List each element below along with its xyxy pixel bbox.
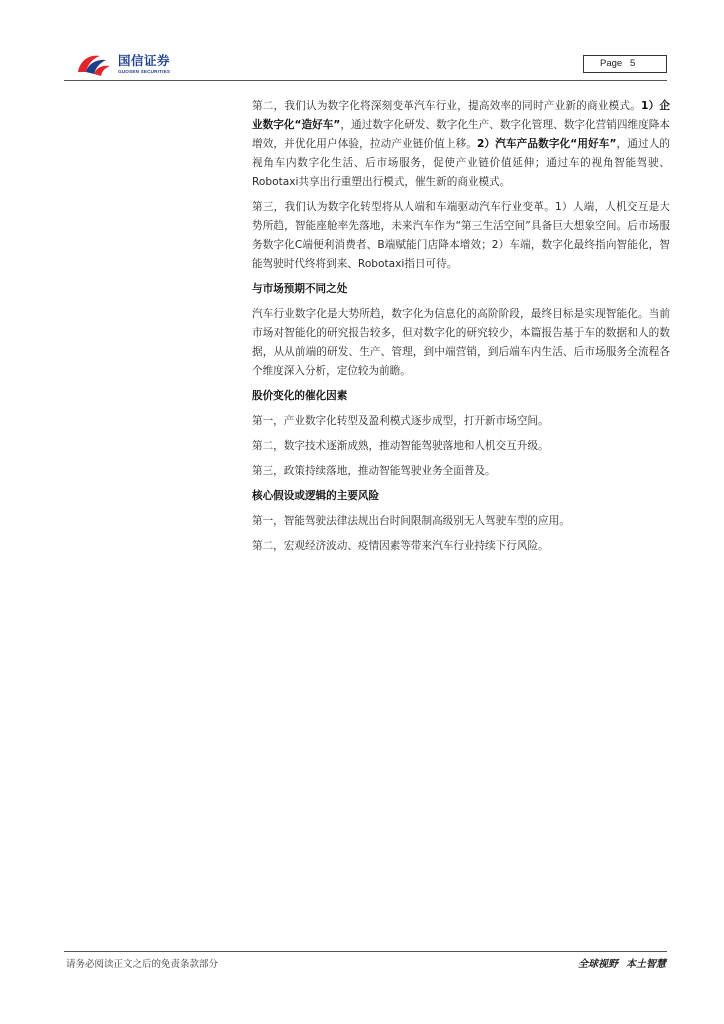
paragraph-market-differences: 汽车行业数字化是大势所趋，数字化为信息化的高阶阶段，最终目标是实现智能化。当前市场对智能化的研究报告较多，但对数字化的研究较少，本篇报告基于车的数据和人的数据，从从前端的研发、生产、管理，到中端营销，到后端车内生活、后市场服务全流程各个维度深入分析，定位较为前瞻。: [252, 308, 670, 377]
risk-item-2: 第二，宏观经济波动、疫情因素等带来汽车行业持续下行风险。: [252, 540, 549, 552]
paragraph-digital-business-models: 第二，我们认为数字化将深刻变革汽车行业，提高效率的同时产业新的商业模式。1）企业数字化“造好车”，通过数字化研发、数字化生产、数字化管理、数字化营销四维度降本增效，并优化用户体验，拉动产业链价值上移。2）汽车产品数字化“用好车”，通过人的视角车内数字化生活、后市场服务，促使产业链价值延伸；通过车的视角智能驾驶、Robotaxi共享出行重塑出行模式，催生新的商业模式。: [252, 100, 671, 188]
header-divider: [64, 80, 667, 81]
bold-enterprise-digitalization: 1）企业数字化“造好车”: [252, 100, 670, 131]
page-number: 5: [630, 58, 636, 69]
company-logo: [74, 48, 184, 82]
bold-product-digitalization: 2）汽车产品数字化“用好车”: [477, 138, 617, 150]
guosen-logo-icon: [74, 50, 114, 80]
catalyst-item-2: 第二，数字技术逐渐成熟，推动智能驾驶落地和人机交互升级。: [252, 440, 549, 452]
catalyst-item-3: 第三，政策持续落地，推动智能驾驶业务全面普及。: [252, 465, 496, 477]
footer-divider: [64, 951, 667, 952]
catalyst-item-1: 第一，产业数字化转型及盈利模式逐步成型，打开新市场空间。: [252, 415, 549, 427]
footer-disclaimer: 请务必阅读正文之后的免责条款部分: [66, 959, 219, 970]
logo-english-name: GUOSEN SECURITIES: [118, 69, 171, 75]
page-label: Page: [600, 58, 623, 69]
report-body: [252, 97, 670, 562]
slogan-global-vision: 全球视野: [578, 959, 618, 970]
page-indicator: [583, 55, 667, 73]
risk-item-1: 第一，智能驾驶法律法规出台时间限制高级别无人驾驶车型的应用。: [252, 515, 570, 527]
footer-slogan: [578, 955, 666, 970]
section-heading-market-differences: 与市场预期不同之处: [252, 283, 348, 295]
logo-chinese-name: 国信证券: [118, 52, 171, 68]
paragraph-human-vehicle-drivers: 第三，我们认为数字化转型将从人端和车端驱动汽车行业变革。1）人端，人机交互是大势所趋，智能座舱率先落地，未来汽车作为“第三生活空间”具备巨大想象空间。后市场服务数字化C端便利消费者、B端赋能门店降本增效；2）车端，数字化最终指向智能化，智能驾驶时代终将到来、Robotaxi指日可待。: [252, 201, 670, 270]
slogan-local-wisdom: 本土智慧: [626, 959, 666, 970]
section-heading-risks: 核心假设或逻辑的主要风险: [252, 490, 380, 502]
section-heading-catalysts: 股价变化的催化因素: [252, 390, 348, 402]
